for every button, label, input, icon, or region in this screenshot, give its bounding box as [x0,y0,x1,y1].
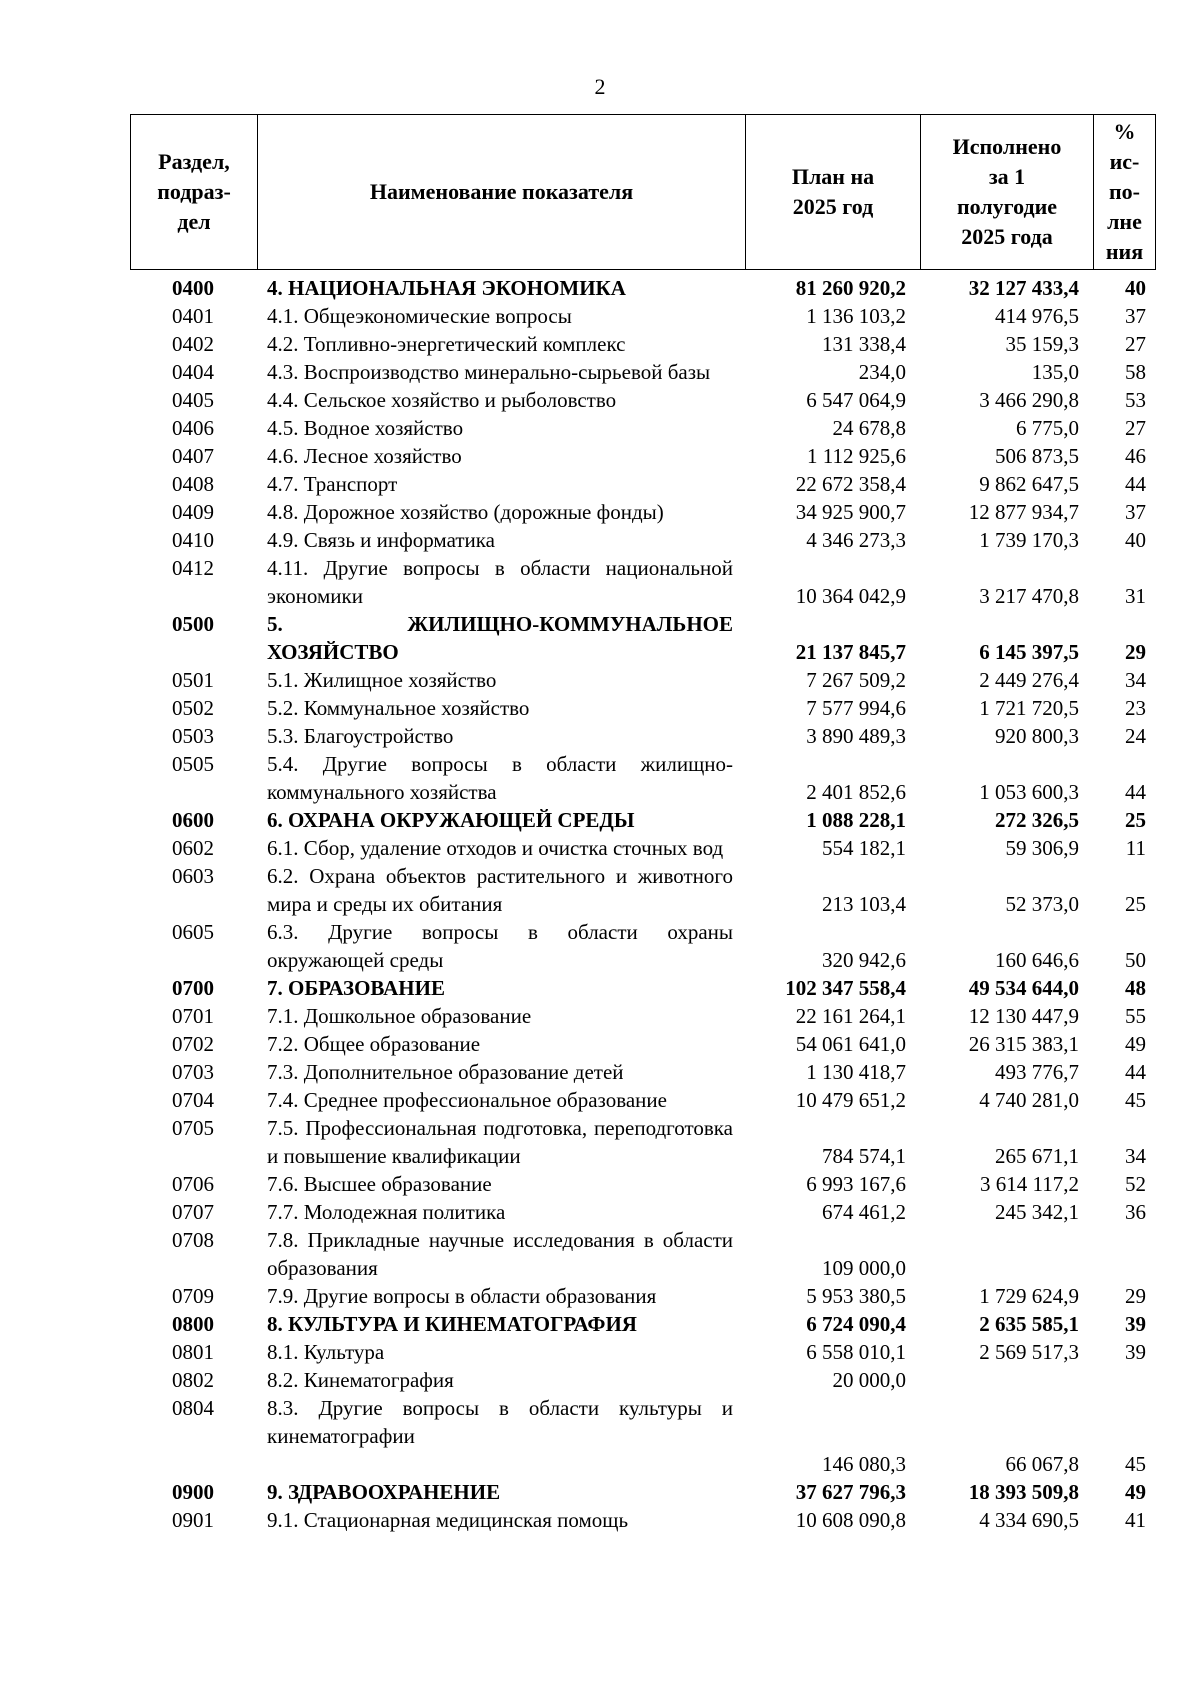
row-code: 0704 [172,1088,214,1112]
row-name: 7. ОБРАЗОВАНИЕ [267,976,445,1000]
row-executed: 4 334 690,5 [979,1508,1079,1532]
row-name: 7.8. Прикладные научные исследования в области образования [267,1228,733,1280]
table-row [130,274,1156,302]
row-name: 6. ОХРАНА ОКРУЖАЮЩЕЙ СРЕДЫ [267,808,635,832]
row-executed: 6 775,0 [1016,416,1079,440]
table-row [130,1002,1156,1030]
row-name: 7.1. Дошкольное образование [267,1004,532,1028]
row-code: 0401 [172,304,214,328]
row-percent: 55 [1125,1004,1146,1028]
header-code: Раздел, подраз- дел [131,115,258,269]
header-percent: % ис- по- лне ния [1105,119,1144,264]
row-executed: 59 306,9 [1005,836,1079,860]
row-name: 9.1. Стационарная медицинская помощь [267,1508,629,1532]
row-percent: 31 [1125,584,1146,608]
table-row [130,1338,1156,1366]
row-plan: 54 061 641,0 [795,1032,906,1056]
row-plan: 320 942,6 [822,948,906,972]
row-code: 0701 [172,1004,214,1028]
row-percent: 27 [1125,332,1146,356]
table-row [130,498,1156,526]
row-percent: 29 [1125,640,1146,664]
row-name: 5.4. Другие вопросы в области жилищно-коммунального хозяйства [267,752,733,804]
row-plan: 213 103,4 [822,892,906,916]
row-executed: 12 130 447,9 [968,1004,1079,1028]
row-plan: 4 346 273,3 [806,528,906,552]
row-code: 0801 [172,1340,214,1364]
row-code: 0802 [172,1368,214,1392]
row-code: 0804 [172,1396,214,1420]
row-percent: 34 [1125,1144,1146,1168]
row-executed: 18 393 509,8 [968,1480,1079,1504]
row-name: 7.4. Среднее профессиональное образование [267,1088,667,1112]
row-plan: 131 338,4 [822,332,906,356]
row-plan: 34 925 900,7 [795,500,906,524]
row-code: 0706 [172,1172,214,1196]
row-executed: 6 145 397,5 [979,640,1079,664]
row-percent: 46 [1125,444,1146,468]
row-code: 0600 [172,808,214,832]
row-name: 5.2. Коммунальное хозяйство [267,696,530,720]
row-code: 0500 [172,612,214,636]
row-percent: 39 [1125,1340,1146,1364]
row-percent: 49 [1125,1032,1146,1056]
table-row [130,806,1156,834]
row-percent: 44 [1125,1060,1146,1084]
table-row [130,386,1156,414]
row-percent: 49 [1125,1480,1146,1504]
table-row [130,1114,1156,1170]
row-percent: 50 [1125,948,1146,972]
row-name: 4.9. Связь и информатика [267,528,495,552]
row-percent: 58 [1125,360,1146,384]
row-executed: 3 217 470,8 [979,584,1079,608]
row-percent: 24 [1125,724,1146,748]
table-row [130,414,1156,442]
row-percent: 53 [1125,388,1146,412]
row-executed: 52 373,0 [1005,892,1079,916]
row-code: 0705 [172,1116,214,1140]
row-executed: 1 729 624,9 [979,1284,1079,1308]
table-row [130,610,1156,666]
row-code: 0702 [172,1032,214,1056]
table-row [130,1030,1156,1058]
table-row [130,750,1156,806]
row-code: 0605 [172,920,214,944]
row-percent: 44 [1125,472,1146,496]
row-plan: 146 080,3 [822,1452,906,1476]
row-code: 0405 [172,388,214,412]
row-code: 0703 [172,1060,214,1084]
row-plan: 22 672 358,4 [795,472,906,496]
row-plan: 234,0 [858,360,906,384]
table-row [130,1170,1156,1198]
row-percent: 27 [1125,416,1146,440]
row-plan: 674 461,2 [822,1200,906,1224]
row-plan: 81 260 920,2 [795,276,906,300]
table-row [130,554,1156,610]
row-plan: 6 547 064,9 [806,388,906,412]
table-row [130,1058,1156,1086]
row-percent [1093,1226,1156,1282]
row-executed: 493 776,7 [995,1060,1079,1084]
row-name: 4.3. Воспроизводство минерально-сырьевой базы [267,360,711,384]
row-name: 7.3. Дополнительное образование детей [267,1060,624,1084]
table-row [130,526,1156,554]
row-percent: 45 [1125,1452,1146,1476]
row-percent: 44 [1125,780,1146,804]
row-executed: 12 877 934,7 [968,500,1079,524]
row-percent: 37 [1125,500,1146,524]
row-percent: 29 [1125,1284,1146,1308]
row-percent [1093,1366,1156,1394]
row-name: 7.5. Профессиональная подготовка, переподготовка и повышение квалификации [267,1116,733,1168]
row-plan: 6 558 010,1 [806,1340,906,1364]
row-plan: 109 000,0 [822,1256,906,1280]
row-code: 0404 [172,360,214,384]
row-percent: 36 [1125,1200,1146,1224]
table-row [130,302,1156,330]
table-row [130,470,1156,498]
row-name: 5. ЖИЛИЩНО-КОММУНАЛЬНОЕ ХОЗЯЙСТВО [267,612,733,664]
row-code: 0708 [172,1228,214,1252]
row-plan: 20 000,0 [832,1368,906,1392]
row-executed: 265 671,1 [995,1144,1079,1168]
row-plan: 7 577 994,6 [806,696,906,720]
table-row [130,974,1156,1002]
table-row [130,1226,1156,1282]
row-executed: 32 127 433,4 [968,276,1079,300]
row-executed: 1 739 170,3 [979,528,1079,552]
table-row [130,1086,1156,1114]
row-code: 0602 [172,836,214,860]
row-code: 0406 [172,416,214,440]
row-plan: 1 130 418,7 [806,1060,906,1084]
row-plan: 3 890 489,3 [806,724,906,748]
row-name: 4.4. Сельское хозяйство и рыболовство [267,388,617,412]
table-row [130,1310,1156,1338]
row-code: 0412 [172,556,214,580]
row-executed: 66 067,8 [1005,1452,1079,1476]
row-plan: 22 161 264,1 [795,1004,906,1028]
row-plan: 1 136 103,2 [806,304,906,328]
page-number: 2 [594,74,606,99]
row-percent: 34 [1125,668,1146,692]
row-executed: 245 342,1 [995,1200,1079,1224]
row-plan: 5 953 380,5 [806,1284,906,1308]
table-row [130,1366,1156,1394]
row-plan: 554 182,1 [822,836,906,860]
row-percent: 41 [1125,1508,1146,1532]
table-row [130,1282,1156,1310]
row-executed: 160 646,6 [995,948,1079,972]
row-executed [920,1366,1093,1394]
row-plan: 7 267 509,2 [806,668,906,692]
table-row [130,1506,1156,1534]
table-row [130,442,1156,470]
row-name: 5.3. Благоустройство [267,724,454,748]
row-executed [920,1226,1093,1282]
row-code: 0800 [172,1312,214,1336]
row-percent: 52 [1125,1172,1146,1196]
row-name: 7.9. Другие вопросы в области образования [267,1284,657,1308]
row-executed: 1 721 720,5 [979,696,1079,720]
table-row [130,1394,1156,1478]
row-executed: 920 800,3 [995,724,1079,748]
table-body [130,274,1156,1534]
row-code: 0709 [172,1284,214,1308]
table-row [130,358,1156,386]
row-percent: 25 [1125,892,1146,916]
row-percent: 39 [1125,1312,1146,1336]
row-plan: 1 088 228,1 [806,808,906,832]
row-executed: 414 976,5 [995,304,1079,328]
row-plan: 10 479 651,2 [795,1088,906,1112]
table-row [130,834,1156,862]
row-executed: 2 635 585,1 [979,1312,1079,1336]
row-plan: 6 724 090,4 [806,1312,906,1336]
row-name: 5.1. Жилищное хозяйство [267,668,497,692]
row-percent: 45 [1125,1088,1146,1112]
table-row [130,1198,1156,1226]
row-executed: 2 569 517,3 [979,1340,1079,1364]
row-name: 4.7. Транспорт [267,472,398,496]
row-executed: 3 614 117,2 [980,1172,1079,1196]
table-header [130,114,1156,270]
row-executed: 135,0 [1031,360,1079,384]
row-code: 0407 [172,444,214,468]
row-plan: 24 678,8 [832,416,906,440]
row-plan: 6 993 167,6 [806,1172,906,1196]
row-code: 0408 [172,472,214,496]
table-row [130,918,1156,974]
row-name: 7.2. Общее образование [267,1032,481,1056]
table-row [130,694,1156,722]
row-name: 4.2. Топливно-энергетический комплекс [267,332,626,356]
row-percent: 40 [1125,528,1146,552]
row-name: 4.1. Общеэкономические вопросы [267,304,572,328]
row-code: 0901 [172,1508,214,1532]
row-name: 6.3. Другие вопросы в области охраны окружающей среды [267,920,733,972]
row-executed: 272 326,5 [995,808,1079,832]
table-row [130,862,1156,918]
row-plan: 37 627 796,3 [795,1480,906,1504]
table-row [130,1478,1156,1506]
row-name: 8.2. Кинематография [267,1368,454,1392]
row-executed: 49 534 644,0 [968,976,1079,1000]
row-percent: 23 [1125,696,1146,720]
row-executed: 4 740 281,0 [979,1088,1079,1112]
row-executed: 506 873,5 [995,444,1079,468]
row-code: 0502 [172,696,214,720]
row-executed: 35 159,3 [1005,332,1079,356]
row-percent: 40 [1125,276,1146,300]
row-name: 8.1. Культура [267,1340,385,1364]
row-name: 4.11. Другие вопросы в области национальной экономики [267,556,733,608]
row-executed: 9 862 647,5 [979,472,1079,496]
table-row [130,722,1156,750]
row-executed: 3 466 290,8 [979,388,1079,412]
row-name: 7.6. Высшее образование [267,1172,492,1196]
row-code: 0503 [172,724,214,748]
row-code: 0501 [172,668,214,692]
row-executed: 1 053 600,3 [979,780,1079,804]
row-code: 0900 [172,1480,214,1504]
row-name: 4.6. Лесное хозяйство [267,444,462,468]
row-code: 0603 [172,864,214,888]
header-executed: Исполнено за 1 полугодие 2025 года [921,115,1094,269]
row-plan: 102 347 558,4 [785,976,906,1000]
row-name: 7.7. Молодежная политика [267,1200,506,1224]
table-row [130,666,1156,694]
row-name: 6.2. Охрана объектов растительного и животного мира и среды их обитания [267,864,733,916]
row-percent: 48 [1125,976,1146,1000]
row-plan: 21 137 845,7 [795,640,906,664]
row-code: 0410 [172,528,214,552]
row-name: 9. ЗДРАВООХРАНЕНИЕ [267,1480,501,1504]
row-code: 0700 [172,976,214,1000]
row-plan: 2 401 852,6 [806,780,906,804]
row-plan: 10 364 042,9 [795,584,906,608]
row-code: 0707 [172,1200,214,1224]
table-row [130,330,1156,358]
row-executed: 26 315 383,1 [968,1032,1079,1056]
row-code: 0409 [172,500,214,524]
row-name: 4. НАЦИОНАЛЬНАЯ ЭКОНОМИКА [267,276,626,300]
row-code: 0505 [172,752,214,776]
row-name: 8. КУЛЬТУРА И КИНЕМАТОГРАФИЯ [267,1312,637,1336]
row-code: 0400 [172,276,214,300]
row-name: 4.8. Дорожное хозяйство (дорожные фонды) [267,500,664,524]
row-percent: 37 [1125,304,1146,328]
row-name: 4.5. Водное хозяйство [267,416,464,440]
row-percent: 25 [1125,808,1146,832]
row-executed: 2 449 276,4 [979,668,1079,692]
row-name: 8.3. Другие вопросы в области культуры и кинематографии [267,1396,733,1448]
row-plan: 1 112 925,6 [807,444,906,468]
row-percent: 11 [1125,836,1146,860]
row-code: 0402 [172,332,214,356]
row-plan: 10 608 090,8 [795,1508,906,1532]
header-name: Наименование показателя [258,115,746,269]
row-name: 6.1. Сбор, удаление отходов и очистка сточных вод [267,836,724,860]
row-plan: 784 574,1 [822,1144,906,1168]
header-plan: План на 2025 год [746,115,921,269]
